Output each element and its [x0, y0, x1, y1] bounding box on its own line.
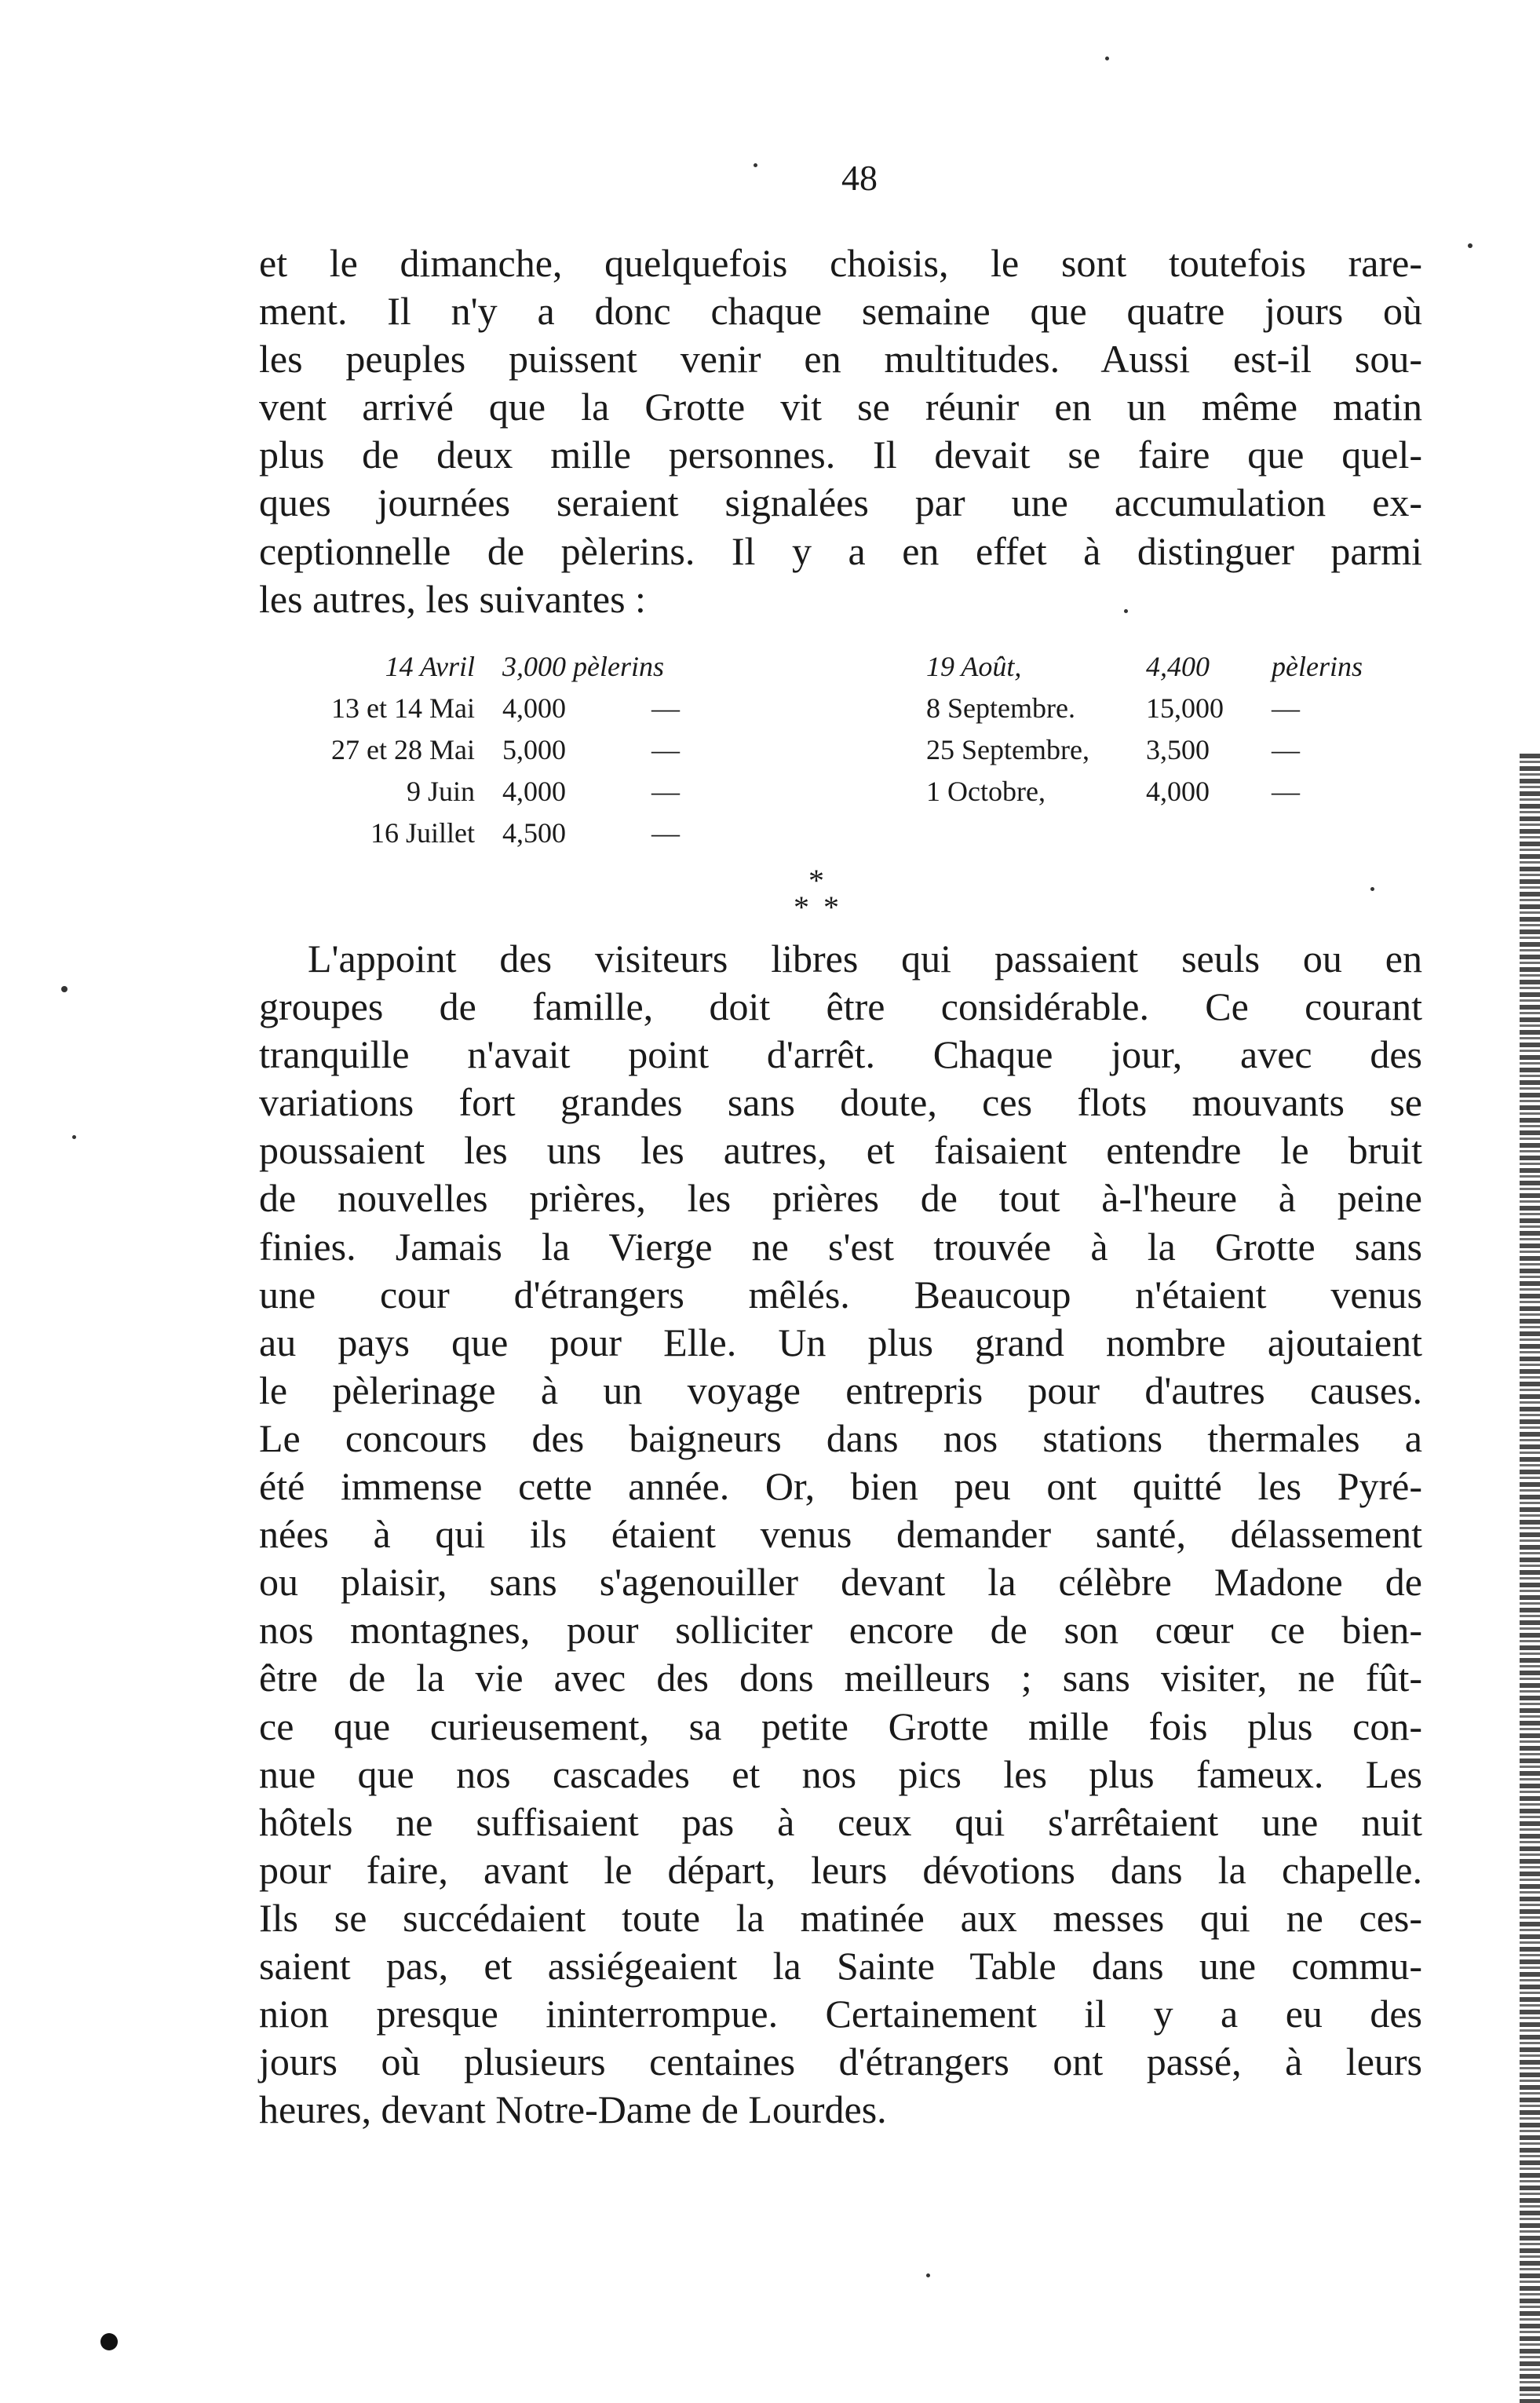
text-line: pour faire, avant le départ, leurs dévotions dans la chapelle. [259, 1847, 1422, 1892]
text-line: de nouvelles prières, les prières de tout à-l'heure à peine [259, 1176, 1422, 1221]
table-ditto: pèlerins [1272, 651, 1363, 682]
page-number: 48 [841, 158, 878, 198]
scan-speck [1124, 609, 1128, 613]
scan-speck [1105, 57, 1109, 60]
text-line: ment. Il n'y a donc chaque semaine que quatre jours où [259, 289, 1422, 334]
table-row [259, 729, 746, 771]
pilgrim-table-left [259, 646, 746, 854]
paragraph-2 [259, 935, 1422, 2134]
text-line: les autres, les suivantes : [259, 576, 646, 621]
text-line: groupes de famille, doit être considérable. Ce courant [259, 984, 1422, 1029]
text-line: ou plaisir, sans s'agenouiller devant la célèbre Madone de [259, 1560, 1422, 1605]
table-row [926, 771, 1429, 813]
scan-speck [926, 2273, 930, 2277]
text-line: poussaient les uns les autres, et faisaient entendre le bruit [259, 1128, 1422, 1173]
text-line: saient pas, et assiégeaient la Sainte Table dans une commu- [259, 1943, 1422, 1988]
text-line: été immense cette année. Or, bien peu ont quitté les Pyré- [259, 1464, 1422, 1509]
text-line: les peuples puissent venir en multitudes. Aussi est-il sou- [259, 337, 1422, 382]
pilgrim-table-right [926, 646, 1429, 813]
table-date: 14 Avril [385, 651, 475, 682]
table-ditto: — [1272, 776, 1300, 807]
scan-speck [754, 163, 757, 167]
table-ditto: — [651, 776, 680, 807]
table-row [259, 688, 746, 729]
text-line: plus de deux mille personnes. Il devait se faire que quel- [259, 433, 1422, 477]
asterism-bottom: ** [794, 889, 853, 925]
table-row [926, 646, 1429, 688]
text-line: ce que curieusement, sa petite Grotte mille fois plus con- [259, 1704, 1422, 1748]
table-date: 19 Août, [926, 651, 1022, 682]
asterism-top: * [808, 863, 824, 898]
text-line: vent arrivé que la Grotte vit se réunir en un même matin [259, 385, 1422, 429]
text-line: le pèlerinage à un voyage entrepris pour d'autres causes. [259, 1368, 1422, 1412]
table-date: 13 et 14 Mai [331, 692, 475, 724]
table-count: 3,000 pèlerins [502, 651, 664, 682]
text-line: hôtels ne suffisaient pas à ceux qui s'arrêtaient une nuit [259, 1799, 1422, 1844]
table-ditto: — [651, 692, 680, 724]
table-row [926, 688, 1429, 729]
table-row [259, 813, 746, 854]
table-row [926, 729, 1429, 771]
table-count: 5,000 [502, 734, 566, 765]
text-line: heures, devant Notre-Dame de Lourdes. [259, 2087, 887, 2132]
table-ditto: — [1272, 734, 1300, 765]
paragraph-1 [259, 239, 1422, 623]
text-line: nées à qui ils étaient venus demander santé, délassement [259, 1512, 1422, 1557]
scan-edge-strip [1520, 754, 1540, 2403]
text-line: ques journées seraient signalées par une accumulation ex- [259, 480, 1422, 525]
table-date: 1 Octobre, [926, 776, 1046, 807]
table-row [259, 646, 746, 688]
table-count: 4,000 [502, 776, 566, 807]
table-count: 4,000 [1146, 776, 1210, 807]
table-date: 27 et 28 Mai [331, 734, 475, 765]
scan-speck [61, 986, 68, 992]
text-line: Le concours des baigneurs dans nos stations thermales a [259, 1415, 1422, 1460]
text-line: nos montagnes, pour solliciter encore de son cœur ce bien- [259, 1608, 1422, 1653]
table-date: 8 Septembre. [926, 692, 1075, 724]
text-line: ceptionnelle de pèlerins. Il y a en effet à distinguer parmi [259, 528, 1422, 573]
table-ditto: — [1272, 692, 1300, 724]
text-line: être de la vie avec des dons meilleurs ; sans visiter, ne fût- [259, 1656, 1422, 1700]
table-count: 15,000 [1146, 692, 1224, 724]
asterism-ornament [769, 863, 863, 925]
table-count: 4,400 [1146, 651, 1210, 682]
text-line: variations fort grandes sans doute, ces flots mouvants se [259, 1080, 1422, 1125]
text-line: jours où plusieurs centaines d'étrangers ont passé, à leurs [259, 2040, 1422, 2084]
text-line: Ils se succédaient toute la matinée aux messes qui ne ces- [259, 1895, 1422, 1940]
table-ditto: — [651, 817, 680, 849]
scan-speck [1468, 243, 1472, 248]
table-count: 4,000 [502, 692, 566, 724]
table-count: 4,500 [502, 817, 566, 849]
scan-speck [100, 2333, 118, 2350]
scan-speck [72, 1135, 76, 1139]
table-date: 25 Septembre, [926, 734, 1089, 765]
text-line: au pays que pour Elle. Un plus grand nombre ajoutaient [259, 1320, 1422, 1364]
text-line: tranquille n'avait point d'arrêt. Chaque jour, avec des [259, 1032, 1422, 1077]
text-line: L'appoint des visiteurs libres qui passaient seuls ou en [308, 937, 1422, 981]
scan-speck [1370, 887, 1374, 891]
table-date: 9 Juin [406, 776, 475, 807]
table-count: 3,500 [1146, 734, 1210, 765]
text-line: et le dimanche, quelquefois choisis, le sont toutefois rare- [259, 241, 1422, 285]
text-line: finies. Jamais la Vierge ne s'est trouvée à la Grotte sans [259, 1224, 1422, 1269]
text-line: nion presque ininterrompue. Certainement il y a eu des [259, 1992, 1422, 2036]
table-date: 16 Juillet [370, 817, 475, 849]
table-row [259, 771, 746, 813]
text-line: une cour d'étrangers mêlés. Beaucoup n'étaient venus [259, 1272, 1422, 1317]
table-ditto: — [651, 734, 680, 765]
text-line: nue que nos cascades et nos pics les plus fameux. Les [259, 1751, 1422, 1796]
